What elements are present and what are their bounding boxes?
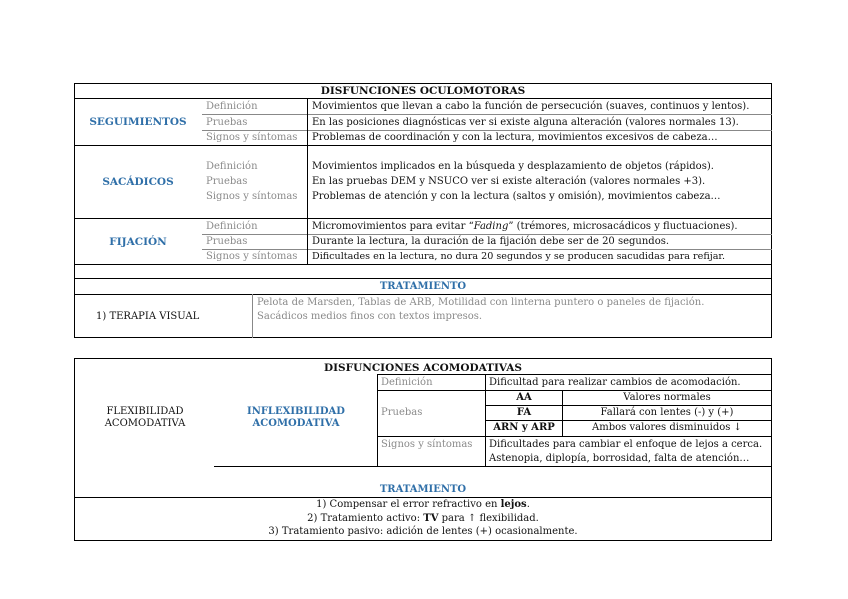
row-label: Signos y síntomas (206, 191, 298, 202)
row-label: Signos y síntomas (206, 251, 298, 262)
test-value: Fallará con lentes (-) y (+) (600, 407, 734, 418)
row-label: Definición (206, 101, 258, 112)
pruebas-label: Pruebas (381, 407, 423, 418)
row-label: Definición (206, 221, 258, 232)
test-value: Ambos valores disminuidos ↓ (592, 422, 742, 433)
accommodative-treatment-title: TRATAMIENTO (379, 484, 467, 495)
test-name: FA (516, 407, 532, 418)
row-text: Problemas de atención y con la lectura (saltos y omisión), movimientos cabeza… (312, 191, 721, 202)
row-label: Definición (206, 161, 258, 172)
test-name: AA (516, 392, 532, 403)
row-text: En las posiciones diagnósticas ver si existe alguna alteración (valores normales 13). (312, 117, 739, 128)
treatment-line: Sacádicos medios finos con textos impresos. (257, 311, 483, 322)
flexibilidad-label-1: FLEXIBILIDAD (106, 406, 184, 417)
row-text: Micromovimientos para evitar “Fading” (trémores, microsacádicos y fluctuaciones). (312, 221, 738, 232)
row-label: Pruebas (206, 117, 248, 128)
inflexibilidad-label-1: INFLEXIBILIDAD (247, 406, 345, 417)
signos-label: Signos y síntomas (381, 439, 473, 450)
flexibilidad-label-2: ACOMODATIVA (104, 418, 186, 429)
test-value: Valores normales (623, 392, 711, 403)
definicion-label: Definición (381, 377, 433, 388)
row-text: Problemas de coordinación y con la lectura, movimientos excesivos de cabeza… (312, 132, 718, 143)
oculomotor-title: DISFUNCIONES OCULOMOTORAS (320, 85, 526, 97)
oculomotor-treatment-title: TRATAMIENTO (379, 281, 467, 292)
section-sacadicos: SACÁDICOS (102, 176, 174, 188)
row-label: Pruebas (206, 236, 248, 247)
inflexibilidad-label-2: ACOMODATIVA (252, 418, 340, 429)
treatment-step-3: 3) Tratamiento pasivo: adición de lentes (+) ocasionalmente. (268, 526, 578, 537)
section-fijacion: FIJACIÓN (109, 236, 167, 248)
definicion-text: Dificultad para realizar cambios de acomodación. (489, 377, 741, 388)
row-text: Durante la lectura, la duración de la fijación debe ser de 20 segundos. (312, 236, 670, 247)
row-text: Movimientos implicados en la búsqueda y desplazamiento de objetos (rápidos). (312, 161, 714, 172)
signos-text-2: Astenopia, diplopía, borrosidad, falta de atención… (489, 453, 750, 464)
row-text: En las pruebas DEM y NSUCO ver si existe alteración (valores normales +3). (312, 176, 706, 187)
row-text: Movimientos que llevan a cabo la función de persecución (suaves, continuos y lentos). (312, 101, 750, 112)
treatment-line: Pelota de Marsden, Tablas de ARB, Motilidad con linterna puntero o paneles de fijación. (257, 297, 705, 308)
treatment-item: 1) TERAPIA VISUAL (96, 311, 200, 322)
signos-text-1: Dificultades para cambiar el enfoque de lejos a cerca. (489, 439, 763, 450)
section-seguimientos: SEGUIMIENTOS (89, 116, 187, 128)
accommodative-title: DISFUNCIONES ACOMODATIVAS (324, 362, 522, 374)
row-text: Dificultades en la lectura, no dura 20 segundos y se producen sacudidas para refijar. (312, 251, 725, 262)
treatment-step-2: 2) Tratamiento activo: TV para ↑ flexibilidad. (307, 513, 539, 524)
row-label: Signos y síntomas (206, 132, 298, 143)
row-label: Pruebas (206, 176, 248, 187)
treatment-step-1: 1) Compensar el error refractivo en lejos. (316, 499, 530, 510)
test-name: ARN y ARP (493, 422, 555, 433)
